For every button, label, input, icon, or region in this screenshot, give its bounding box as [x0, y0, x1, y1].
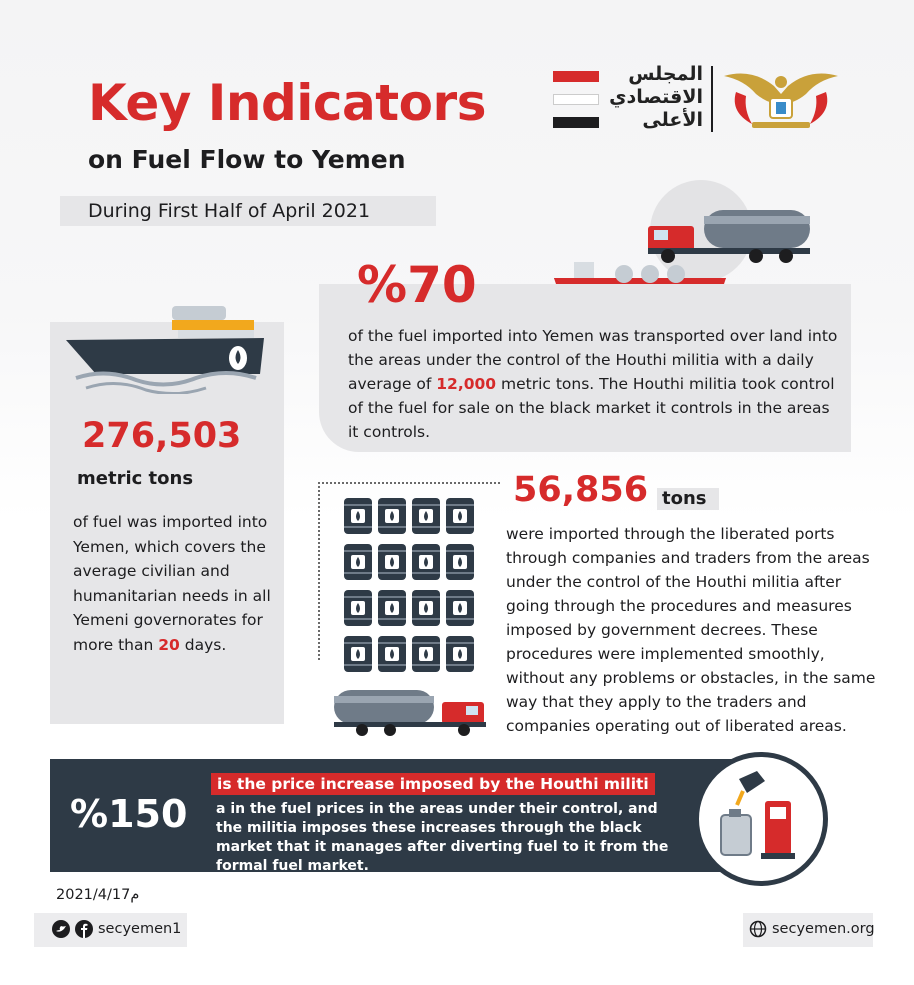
yemen-emblem-icon — [722, 64, 840, 136]
website-link[interactable] — [749, 920, 875, 938]
price-increase-text: a in the fuel prices in the areas under their control, and the militia imposes these increases through the black market that it manages after diverting fuel to it from the formal fuel market. — [216, 801, 669, 874]
oil-barrel-icon — [343, 589, 373, 627]
land-transport-percent: %70 — [357, 256, 477, 314]
oil-barrel-icon — [411, 589, 441, 627]
flag-white-stripe — [553, 94, 599, 105]
fuel-station-illustration — [699, 757, 823, 881]
oil-barrel-icon — [377, 497, 407, 535]
logo-divider — [711, 66, 713, 132]
oil-barrel-icon — [377, 543, 407, 581]
tanker-truck-icon — [332, 688, 488, 736]
oil-barrel-icon — [343, 635, 373, 673]
council-name-line-2: الاقتصادي — [609, 86, 703, 108]
liberated-ports-unit: tons — [662, 488, 707, 509]
oil-barrels-grid — [343, 497, 483, 677]
social-links[interactable] — [52, 920, 181, 938]
coverage-days-value: 20 — [158, 635, 180, 654]
land-transport-text-part2: metric tons. The Houthi militia took control of the fuel for sale on the black market it controls in the areas it controls. — [348, 375, 835, 441]
liberated-ports-text: were imported through the liberated ports through companies and traders from the areas under the control of the Houthi militia after going through the procedures and measures imposed by government decrees. These procedures were implemented smoothly, without any problems or obstacles, in the same way that they apply to the traders and companies operating out of liberated areas. — [506, 525, 876, 735]
facebook-icon[interactable] — [75, 920, 93, 938]
globe-icon — [749, 920, 767, 938]
price-increase-percent: %150 — [70, 792, 188, 836]
oil-barrel-icon — [445, 589, 475, 627]
land-transport-text — [348, 324, 838, 444]
council-name-line-3: الأعلى — [642, 109, 703, 131]
fuel-icons-circle — [694, 752, 828, 886]
liberated-ports-value: 56,856 — [513, 470, 649, 510]
publish-date: 2021/4/17م — [56, 887, 140, 903]
social-handle[interactable]: secyemen1 — [98, 921, 182, 937]
flag-red-stripe — [553, 71, 599, 82]
cargo-ship-icon — [66, 304, 266, 394]
oil-barrel-icon — [343, 497, 373, 535]
total-imports-text-part1: of fuel was imported into Yemen, which covers the average civilian and humanitarian needs in all Yemeni governorates for more than — [73, 513, 271, 654]
oil-barrel-icon — [411, 497, 441, 535]
oil-barrel-icon — [411, 635, 441, 673]
period-label: During First Half of April 2021 — [60, 196, 436, 226]
price-increase-headline: is the price increase imposed by the Houthi militi — [211, 773, 655, 795]
total-imports-value: 276,503 — [82, 416, 242, 456]
daily-average-value: 12,000 — [436, 375, 497, 393]
council-name-line-1: المجلس — [628, 63, 703, 85]
flag-black-stripe — [553, 117, 599, 128]
jerrycan-icon — [721, 815, 751, 855]
total-imports-text-part2: days. — [179, 635, 227, 654]
total-imports-text — [73, 510, 273, 657]
oil-barrel-icon — [377, 589, 407, 627]
oil-barrel-icon — [445, 497, 475, 535]
fuel-nozzle-icon — [739, 771, 765, 793]
total-imports-unit: metric tons — [77, 468, 194, 489]
page-title: Key Indicators — [88, 74, 486, 132]
page-subtitle: on Fuel Flow to Yemen — [88, 145, 406, 174]
website-url[interactable]: secyemen.org — [772, 921, 875, 937]
oil-barrel-icon — [377, 635, 407, 673]
oil-barrel-icon — [411, 543, 441, 581]
twitter-icon[interactable] — [52, 920, 70, 938]
oil-barrel-icon — [343, 543, 373, 581]
council-logo — [553, 65, 703, 135]
land-transport-text-part1: of the fuel imported into Yemen was transported over land into the areas under the control of the Houthi militia with a daily average of — [348, 327, 838, 393]
oil-barrel-icon — [445, 543, 475, 581]
oil-barrel-icon — [445, 635, 475, 673]
